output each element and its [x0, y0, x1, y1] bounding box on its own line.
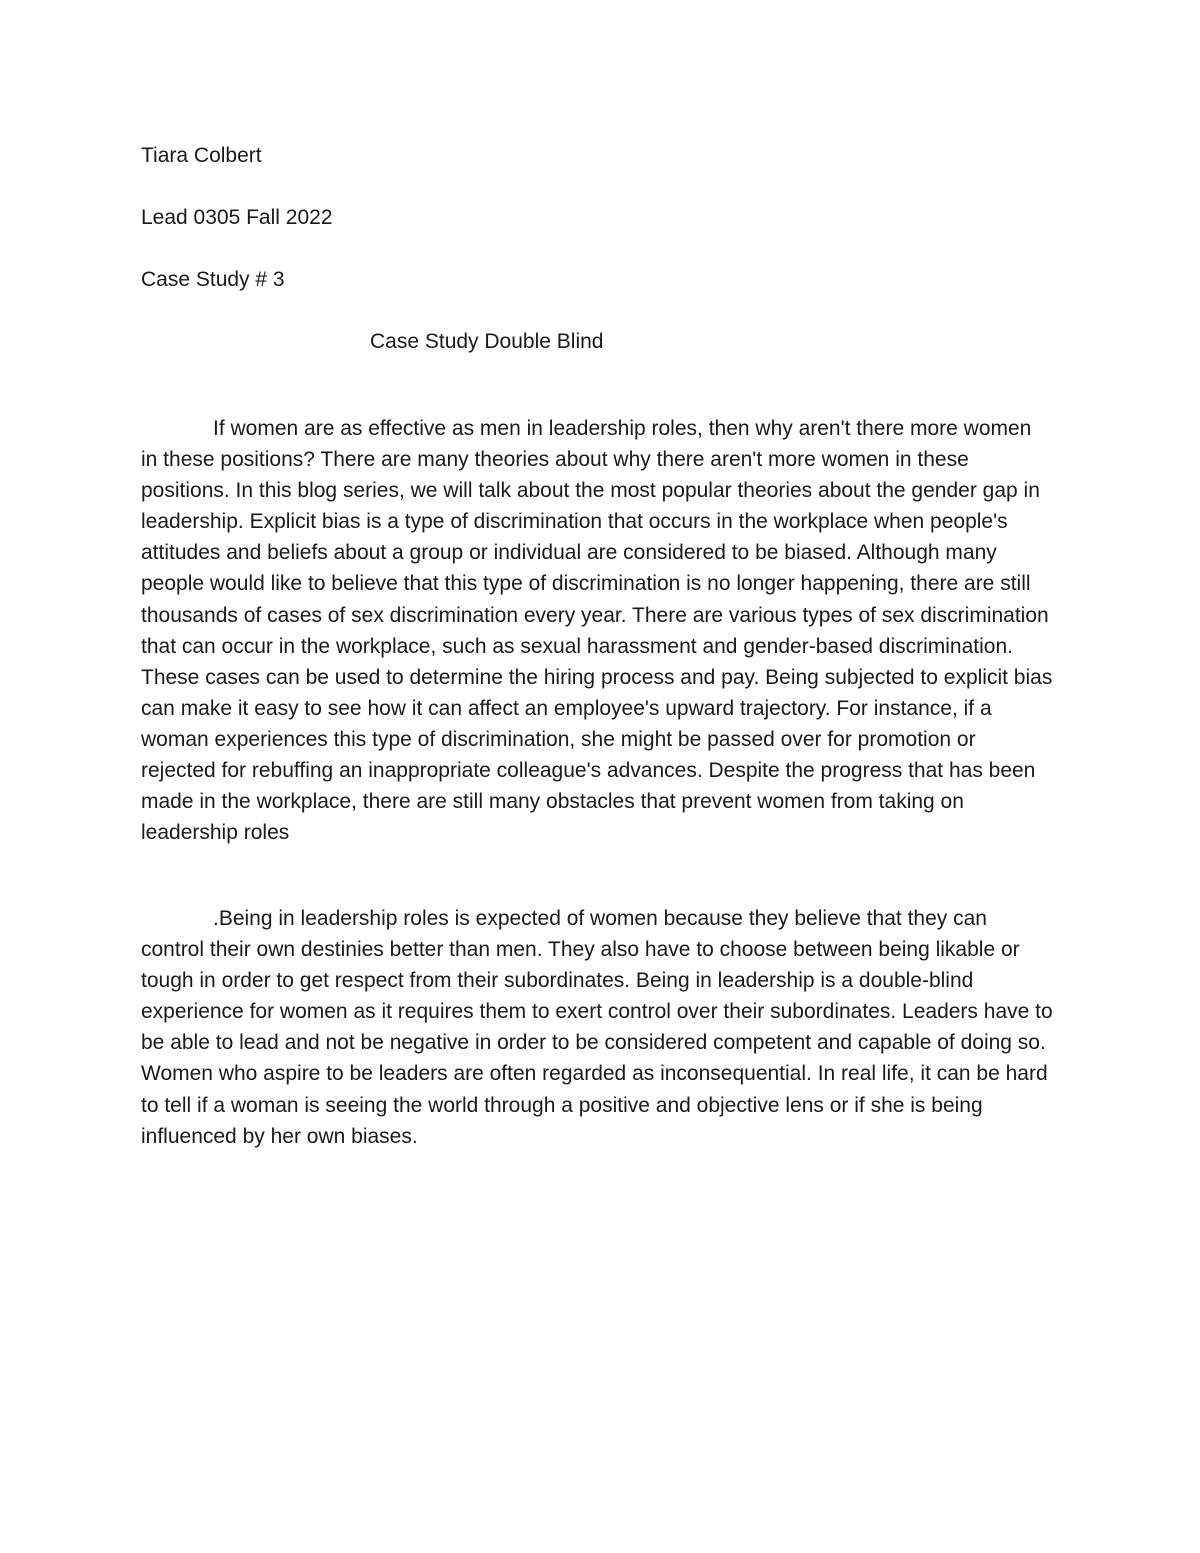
course-line: Lead 0305 Fall 2022: [141, 206, 333, 229]
document-title: Case Study Double Blind: [370, 330, 604, 353]
author-name: Tiara Colbert: [141, 144, 262, 167]
assignment-line: Case Study # 3: [141, 268, 285, 291]
body-paragraph-2: .Being in leadership roles is expected of women because they believe that they can control their own destinies better than men. They also have to choose between being likable or tough in order to get respect from their subordinates. Being in leadership is a double-blind experience for women as it requires them to exert control over their subordinates. Leaders have to be able to lead and not be negative in order to be considered competent and capable of doing so. Women who aspire to be leaders are often regarded as inconsequential. In real life, it can be hard to tell if a woman is seeing the world through a positive and objective lens or if she is being influenced by her own biases.: [141, 907, 1053, 1148]
body-paragraph-1: If women are as effective as men in leadership roles, then why aren't there more women in these positions? There are many theories about why there aren't more women in these positions. In this blog series, we will talk about the most popular theories about the gender gap in leadership. Explicit bias is a type of discrimination that occurs in the workplace when people's attitudes and beliefs about a group or individual are considered to be biased. Although many people would like to believe that this type of discrimination is no longer happening, there are still thousands of cases of sex discrimination every year. There are various types of sex discrimination that can occur in the workplace, such as sexual harassment and gender-based discrimination. These cases can be used to determine the hiring process and pay. Being subjected to explicit bias can make it easy to see how it can affect an employee's upward trajectory. For instance, if a woman experiences this type of discrimination, she might be passed over for promotion or rejected for rebuffing an inappropriate colleague's advances. Despite the progress that has been made in the workplace, there are still many obstacles that prevent women from taking on leadership roles: [141, 417, 1053, 845]
